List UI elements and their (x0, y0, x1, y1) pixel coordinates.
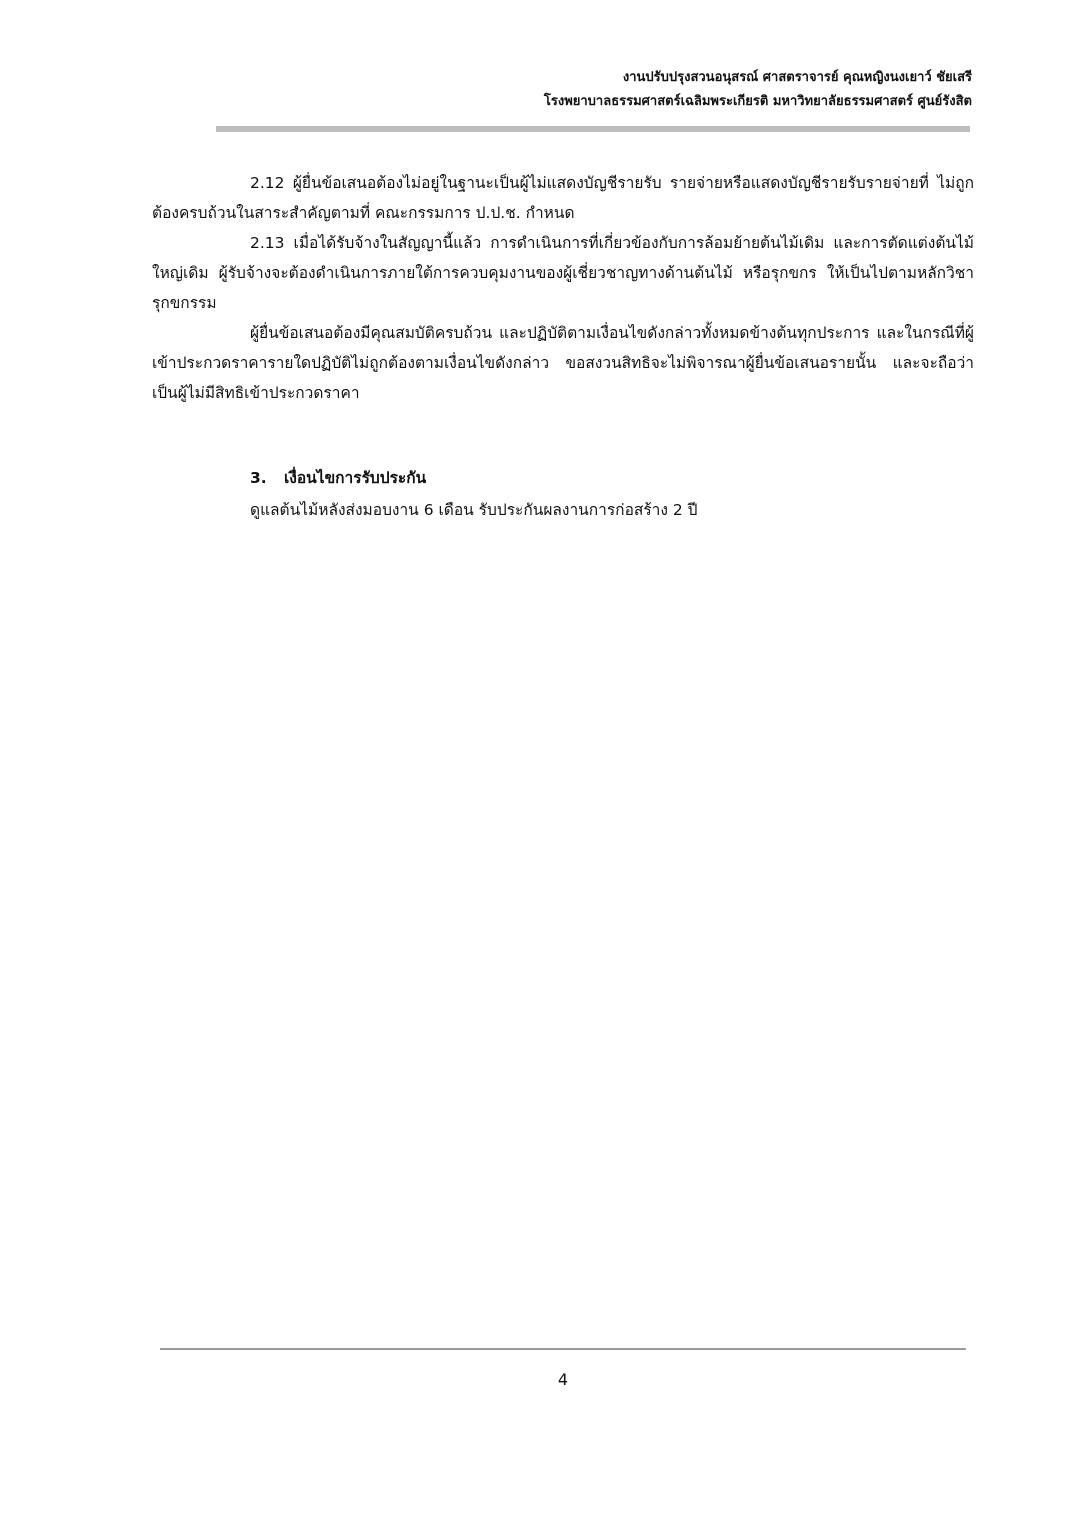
page-number: 4 (557, 1370, 569, 1389)
section-heading (250, 462, 970, 494)
header-location: โรงพยาบาลธรรมศาสตร์เฉลิมพระเกียรติ มหาวิทยาลัยธรรมศาสตร์ ศูนย์รังสิต (543, 94, 972, 109)
section-number: 3. (250, 469, 267, 487)
section-warranty (250, 462, 970, 526)
header-divider (216, 126, 970, 132)
paragraph-2-13: 2.13 เมื่อได้รับจ้างในสัญญานี้แล้ว การดำเนินการที่เกี่ยวข้องกับการล้อมย้ายต้นไม้เดิม และการตัดแต่งต้นไม้ใหญ่เดิม ผู้รับจ้างจะต้องดำเนินการภายใต้การควบคุมงานของผู้เชี่ยวชาญทางด้านต้นไม้ หรือรุกขกร ให้เป็นไปตามหลักวิชารุกขกรรม (152, 234, 974, 312)
paragraph-qualification-summary: ผู้ยื่นข้อเสนอต้องมีคุณสมบัติครบถ้วน และปฏิบัติตามเงื่อนไขดังกล่าวทั้งหมดข้างต้นทุกประการ และในกรณีที่ผู้เข้าประกวดราคารายใดปฏิบัติไม่ถูกต้องตามเงื่อนไขดังกล่าว ขอสงวนสิทธิจะไม่พิจารณาผู้ยื่นข้อเสนอรายนั้น และจะถือว่าเป็นผู้ไม่มีสิทธิเข้าประกวดราคา (152, 324, 974, 402)
section-title: เงื่อนไขการรับประกัน (284, 469, 427, 487)
document-body (152, 168, 974, 408)
paragraph-2-12: 2.12 ผู้ยื่นข้อเสนอต้องไม่อยู่ในฐานะเป็นผู้ไม่แสดงบัญชีรายรับ รายจ่ายหรือแสดงบัญชีรายรับรายจ่ายที่ ไม่ถูกต้องครบถ้วนในสาระสำคัญตามที่ คณะกรรมการ ป.ป.ช. กำหนด (152, 174, 974, 222)
footer-divider (160, 1348, 966, 1350)
section-text: ดูแลต้นไม้หลังส่งมอบงาน 6 เดือน รับประกันผลงานการก่อสร้าง 2 ปี (250, 501, 698, 519)
page-header (544, 66, 972, 114)
header-project-title: งานปรับปรุงสวนอนุสรณ์ ศาสตราจารย์ คุณหญิงนงเยาว์ ชัยเสรี (622, 70, 972, 85)
